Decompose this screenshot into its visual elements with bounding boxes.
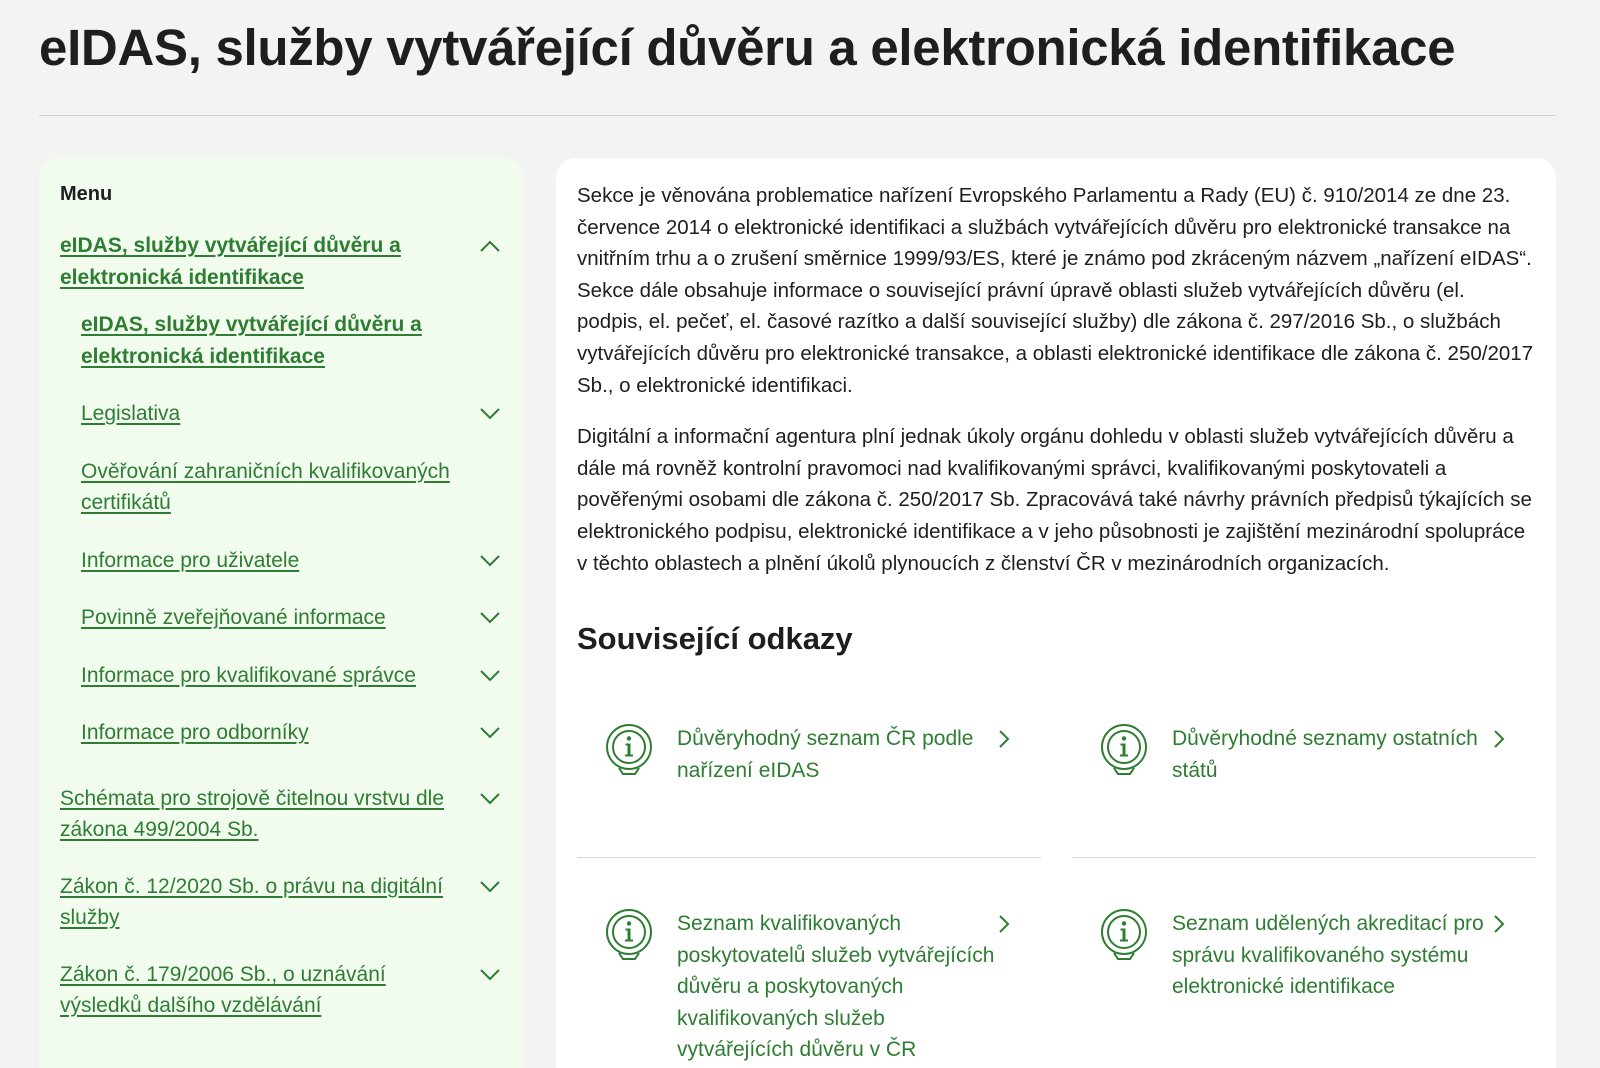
chevron-down-icon[interactable]: [477, 664, 503, 688]
chevron-down-icon[interactable]: [477, 963, 503, 987]
sidebar-item-uzivatele[interactable]: [60, 545, 503, 577]
chevron-right-icon: [1490, 912, 1508, 936]
sidebar-item-label: Informace pro kvalifikované správce: [81, 663, 416, 687]
sidebar-item-label: Ověřování zahraničních kvalifikovaných certifikátů: [81, 459, 450, 514]
sidebar-item-label: Informace pro uživatele: [81, 548, 300, 572]
sidebar-item-schemata[interactable]: [60, 783, 503, 846]
related-link-label[interactable]: Seznam udělených akreditací pro správu kvalifikovaného systému elektronické identifikace: [1172, 912, 1484, 999]
related-links-heading: Související odkazy: [577, 621, 853, 657]
related-link-qualified-providers[interactable]: [577, 858, 1041, 1068]
chevron-down-icon[interactable]: [477, 875, 503, 899]
sidebar-item-label: Zákon č. 12/2020 Sb. o právu na digitální služby: [60, 874, 443, 929]
info-icon: [605, 723, 653, 779]
info-icon: [1100, 908, 1148, 964]
sidebar-item-label: Povinně zveřejňované informace: [81, 606, 386, 629]
sidebar-item-eidas-parent[interactable]: [60, 230, 503, 293]
related-link-trusted-lists-other[interactable]: [1072, 703, 1536, 858]
chevron-right-icon: [995, 912, 1013, 936]
sidebar-item-label: Informace pro odborníky: [81, 721, 309, 744]
sidebar-menu: [39, 158, 524, 1068]
chevron-down-icon[interactable]: [477, 549, 503, 573]
sidebar-item-spravce[interactable]: [60, 660, 503, 692]
related-link-label[interactable]: Seznam kvalifikovaných poskytovatelů služeb vytvářejících důvěru a poskytovaných kvalifikovaných služeb vytvářejících důvěru v ČR: [677, 912, 995, 1062]
main-content: [556, 158, 1556, 1068]
sidebar-item-label: Zákon č. 179/2006 Sb., o uznávání výsledků dalšího vzdělávání: [60, 962, 386, 1017]
sidebar-item-zakon-179-2006[interactable]: [60, 959, 503, 1022]
sidebar-item-legislativa[interactable]: [60, 398, 503, 430]
agency-paragraph: Digitální a informační agentura plní jednak úkoly orgánu dohledu v oblasti služeb vytvářejících důvěru a dále má rovněž kontrolní pravomoci nad kvalifikovanými správci, kvalifikovanými poskytovateli a pověřenými osobami dle zákona č. 250/2017 Sb. Zpracovává také návrhy právních předpisů týkajících se elektronického podpisu, elektronické identifikace a v jeho působnosti je zajištění mezinárodní spolupráce v těchto oblastech a plnění úkolů plynoucích z členství ČR v mezinárodních organizacích.: [577, 425, 1532, 575]
chevron-down-icon[interactable]: [477, 606, 503, 630]
sidebar-item-povinne[interactable]: [60, 602, 503, 634]
info-icon: [605, 908, 653, 964]
menu-label: Menu: [60, 183, 113, 205]
chevron-down-icon[interactable]: [477, 721, 503, 745]
related-link-accreditations[interactable]: [1072, 858, 1536, 1068]
sidebar-item-label: eIDAS, služby vytvářející důvěru a elektronická identifikace: [81, 313, 422, 368]
sidebar-item-eidas-current[interactable]: [60, 309, 503, 372]
title-divider: [39, 115, 1556, 116]
sidebar-item-overovani[interactable]: [60, 456, 503, 519]
chevron-up-icon[interactable]: [477, 234, 503, 258]
chevron-down-icon[interactable]: [477, 402, 503, 426]
sidebar-item-label: Legislativa: [81, 402, 181, 425]
page-title: eIDAS, služby vytvářející důvěru a elektronická identifikace: [39, 19, 1456, 76]
chevron-right-icon: [1490, 727, 1508, 751]
related-link-trusted-list-cz[interactable]: [577, 703, 1041, 858]
sidebar-item-zakon-12-2020[interactable]: [60, 871, 503, 934]
chevron-down-icon[interactable]: [477, 787, 503, 811]
related-links-grid: [577, 703, 1535, 1068]
related-link-label[interactable]: Důvěryhodné seznamy ostatních států: [1172, 727, 1478, 782]
chevron-right-icon: [995, 727, 1013, 751]
related-link-label[interactable]: Důvěryhodný seznam ČR podle nařízení eIDAS: [677, 727, 974, 782]
sidebar-item-label: Schémata pro strojově čitelnou vrstvu dle zákona 499/2004 Sb.: [60, 786, 445, 841]
info-icon: [1100, 723, 1148, 779]
intro-paragraph: Sekce je věnována problematice nařízení Evropského Parlamentu a Rady (EU) č. 910/2014 ze dne 23. července 2014 o elektronické identifikaci a službách vytvářejících důvěru pro elektronické transakce na vnitřním trhu a o zrušení směrnice 1999/93/ES, které je známo pod zkráceným názvem „nařízení eIDAS“. Sekce dále obsahuje informace o související právní úpravě oblasti služeb vytvářejících důvěru (el. podpis, el. pečeť, el. časové razítko a další související služby) dle zákona č. 297/2016 Sb., o službách vytvářejících důvěru pro elektronické transakce, a oblasti elektronické identifikace dle zákona č. 250/2017 Sb., o elektronické identifikaci.: [577, 184, 1534, 397]
sidebar-item-label: eIDAS, služby vytvářející důvěru a elektronická identifikace: [60, 234, 401, 289]
sidebar-item-odbornici[interactable]: [60, 717, 503, 749]
